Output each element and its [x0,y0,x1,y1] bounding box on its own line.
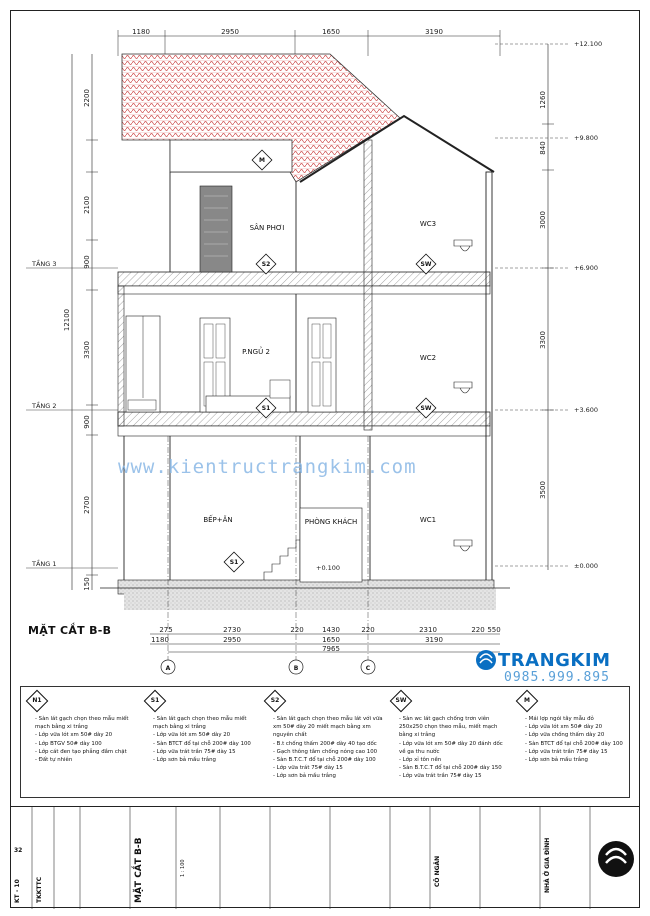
dim-right-2: 840 [539,141,547,155]
legend-code: SW [395,697,407,704]
grid-axis-bubbles [161,660,375,674]
legend-code-badge [390,690,413,713]
legend-n1 [27,693,135,764]
dim-top-3: 1650 [322,28,340,36]
dim-bottom-row2-4: 3190 [425,636,443,644]
room-phong-khach: PHÒNG KHÁCH [304,518,358,526]
sheet-title: MẶT CẮT B-B [134,837,144,903]
page-number: 32 [14,847,23,854]
dim-left-1: 2200 [83,89,91,107]
sheet-code: KT - 10 [14,879,21,903]
dim-right-1: 1260 [539,91,547,109]
dim-bottom-1: 275 [159,626,173,634]
tag-sw-3 [416,254,436,274]
room-wc1: WC1 [419,516,437,524]
legend-item: - Lớp vữa trát trần 75# dày 15 [153,748,255,756]
legend-sw [391,693,509,781]
legend-item: - Sàn BTCT đổ tại chỗ 200# dày 100 [153,740,255,748]
room-wc2: WC2 [419,354,437,362]
dim-left-total: 12100 [63,308,71,332]
material-legend [20,686,630,798]
legend-s2 [265,693,383,781]
dim-bottom-row2-3: 1650 [322,636,340,644]
legend-item: - Lớp cát đen tạo phẳng đầm chặt [35,748,135,756]
legend-item: - Lớp sơn bả mầu trắng [273,772,383,780]
scale: 1 : 100 [180,859,186,877]
axis-a: A [165,665,171,672]
watermark: www.kientructrangkim.com [118,456,417,478]
legend-code: S1 [150,697,160,704]
discipline: TKKTTC [36,876,43,903]
legend-code-badge [264,690,287,713]
legend-code: M [524,697,530,704]
dim-bottom-7: 220 [471,626,485,634]
dim-right-3: 3000 [539,211,547,229]
legend-item: - Sàn lát gạch chọn theo mẫu lát với vữa xm 50# dày 20 miết mạch bằng xm nguyên chất [273,715,383,740]
dim-bottom-4: 1430 [322,626,340,634]
level-6900: +6.900 [574,264,599,272]
floor-label-3: TẦNG 3 [32,260,57,268]
brand-phone: 0985.999.895 [504,670,610,685]
legend-item: - Đất tự nhiên [35,756,135,764]
room-wc3: WC3 [419,220,437,228]
right-dimension-chain [495,40,602,570]
dim-left-4: 3300 [83,341,91,359]
legend-item: - Lớp vữa chống thấm dày 20 [525,731,625,739]
brand-name-part1: TRANG [498,650,571,671]
top-dimension-chain [118,28,500,56]
dim-left-3: 900 [83,255,91,269]
dim-bottom-6: 2310 [419,626,437,634]
level-9800: +9.800 [574,134,599,142]
legend-item: - Lớp vữa lót xm 50# dày 20 [525,723,625,731]
bottom-dimension-chain [150,626,501,653]
legend-code: S2 [270,697,280,704]
roof [122,54,494,182]
section-title: MẶT CẮT B-B [28,624,112,637]
legend-item: - Lớp xỉ tôn nền [399,756,509,764]
dim-bottom-8: 550 [487,626,501,634]
legend-item: - Lớp vữa lót xm 50# dày 20 [35,731,135,739]
svg-text:SW: SW [420,261,432,268]
legend-item: - B.t chống thấm 200# dày 40 tạo dốc [273,740,383,748]
building-section [100,140,510,662]
dim-bottom-row2-2: 2950 [223,636,241,644]
tag-s1-1 [224,552,244,572]
legend-item: - Sàn lát gạch chọn theo mẫu miết mạch bằng xi trắng [35,715,135,731]
dim-left-5: 900 [83,415,91,429]
level-0000: ±0.000 [574,562,599,570]
legend-item: - Sàn B.T.C.T đổ tại chỗ 200# dày 100 [273,756,383,764]
legend-item: - Sàn B.T.C.T đổ tại chỗ 200# dày 150 [399,764,509,772]
dim-right-5: 3500 [539,481,547,499]
legend-item: - Lớp sơn bả mầu trắng [153,756,255,764]
legend-item: - Sàn BTCT đổ tại chỗ 200# dày 100 [525,740,625,748]
legend-item: - Sàn wc lát gạch chống trơn viên 250x250 chọn theo mẫu, miết mạch bằng xi trắng [399,715,509,740]
owner: CÔ NGÂN [434,855,441,887]
project-name: NHÀ Ở GIA ĐÌNH [544,837,551,893]
axis-c: C [365,665,371,672]
legend-item: - Lớp sơn bả mầu trắng [525,756,625,764]
legend-code-badge [26,690,49,713]
legend-item: - Lớp vữa trát trần 75# dày 15 [525,748,625,756]
dim-top-4: 3190 [425,28,443,36]
floor-label-2: TẦNG 2 [32,402,57,410]
dim-left-2: 2100 [83,196,91,214]
legend-item: - Lớp BTGV 50# dày 100 [35,740,135,748]
legend-item: - Lớp vữa trát 75# dày 15 [273,764,383,772]
svg-text:S1: S1 [261,405,271,412]
dim-right-4: 3300 [539,331,547,349]
legend-item: - Sàn lát gạch chọn theo mẫu miết mạch bằng xi trắng [153,715,255,731]
legend-item: - Lớp vữa lót xm 50# dày 20 [153,731,255,739]
legend-item: - Lớp vữa trát trần 75# dày 15 [399,772,509,780]
dim-bottom-5: 220 [361,626,375,634]
trangkim-seal-icon [598,841,634,877]
legend-code-badge [144,690,167,713]
legend-item: - Mái lợp ngói tây mẫu đỏ [525,715,625,723]
tag-s2 [256,254,276,274]
svg-text:SW: SW [420,405,432,412]
room-bep-an: BẾP+ĂN [203,516,233,524]
legend-code: N1 [32,697,42,704]
dim-bottom-total: 7965 [322,645,340,653]
room-p-ngu-2: P.NGỦ 2 [242,348,270,356]
legend-m [517,693,625,764]
dim-bottom-row2-1: 1180 [151,636,169,644]
level-3600: +3.600 [574,406,599,414]
svg-text:S1: S1 [229,559,239,566]
dim-left-6: 2700 [83,496,91,514]
floor-label-1: TẦNG 1 [32,560,57,568]
legend-item: - Gạch thông tâm chống nóng cao 100 [273,748,383,756]
level-12100: +12.100 [574,40,603,48]
dim-left-7: 150 [83,577,91,591]
dim-top-2: 2950 [221,28,239,36]
axis-b: B [293,665,299,672]
trangkim-logo-icon [476,650,496,670]
dim-bottom-3: 220 [290,626,304,634]
level-0100: +0.100 [316,564,341,572]
svg-text:S2: S2 [261,261,271,268]
title-block [10,806,640,909]
room-san-phoi: SÂN PHƠI [249,224,285,232]
legend-code-badge [516,690,539,713]
left-dimension-chain [63,54,98,591]
dim-top-1: 1180 [132,28,150,36]
dim-bottom-2: 2730 [223,626,241,634]
brand-name [498,650,610,671]
svg-text:M: M [259,157,265,164]
legend-item: - Lớp vữa lót xm 50# dày 20 đánh dốc về ga thu nước [399,740,509,756]
legend-s1 [145,693,255,764]
brand-name-part2: KIM [570,650,611,671]
